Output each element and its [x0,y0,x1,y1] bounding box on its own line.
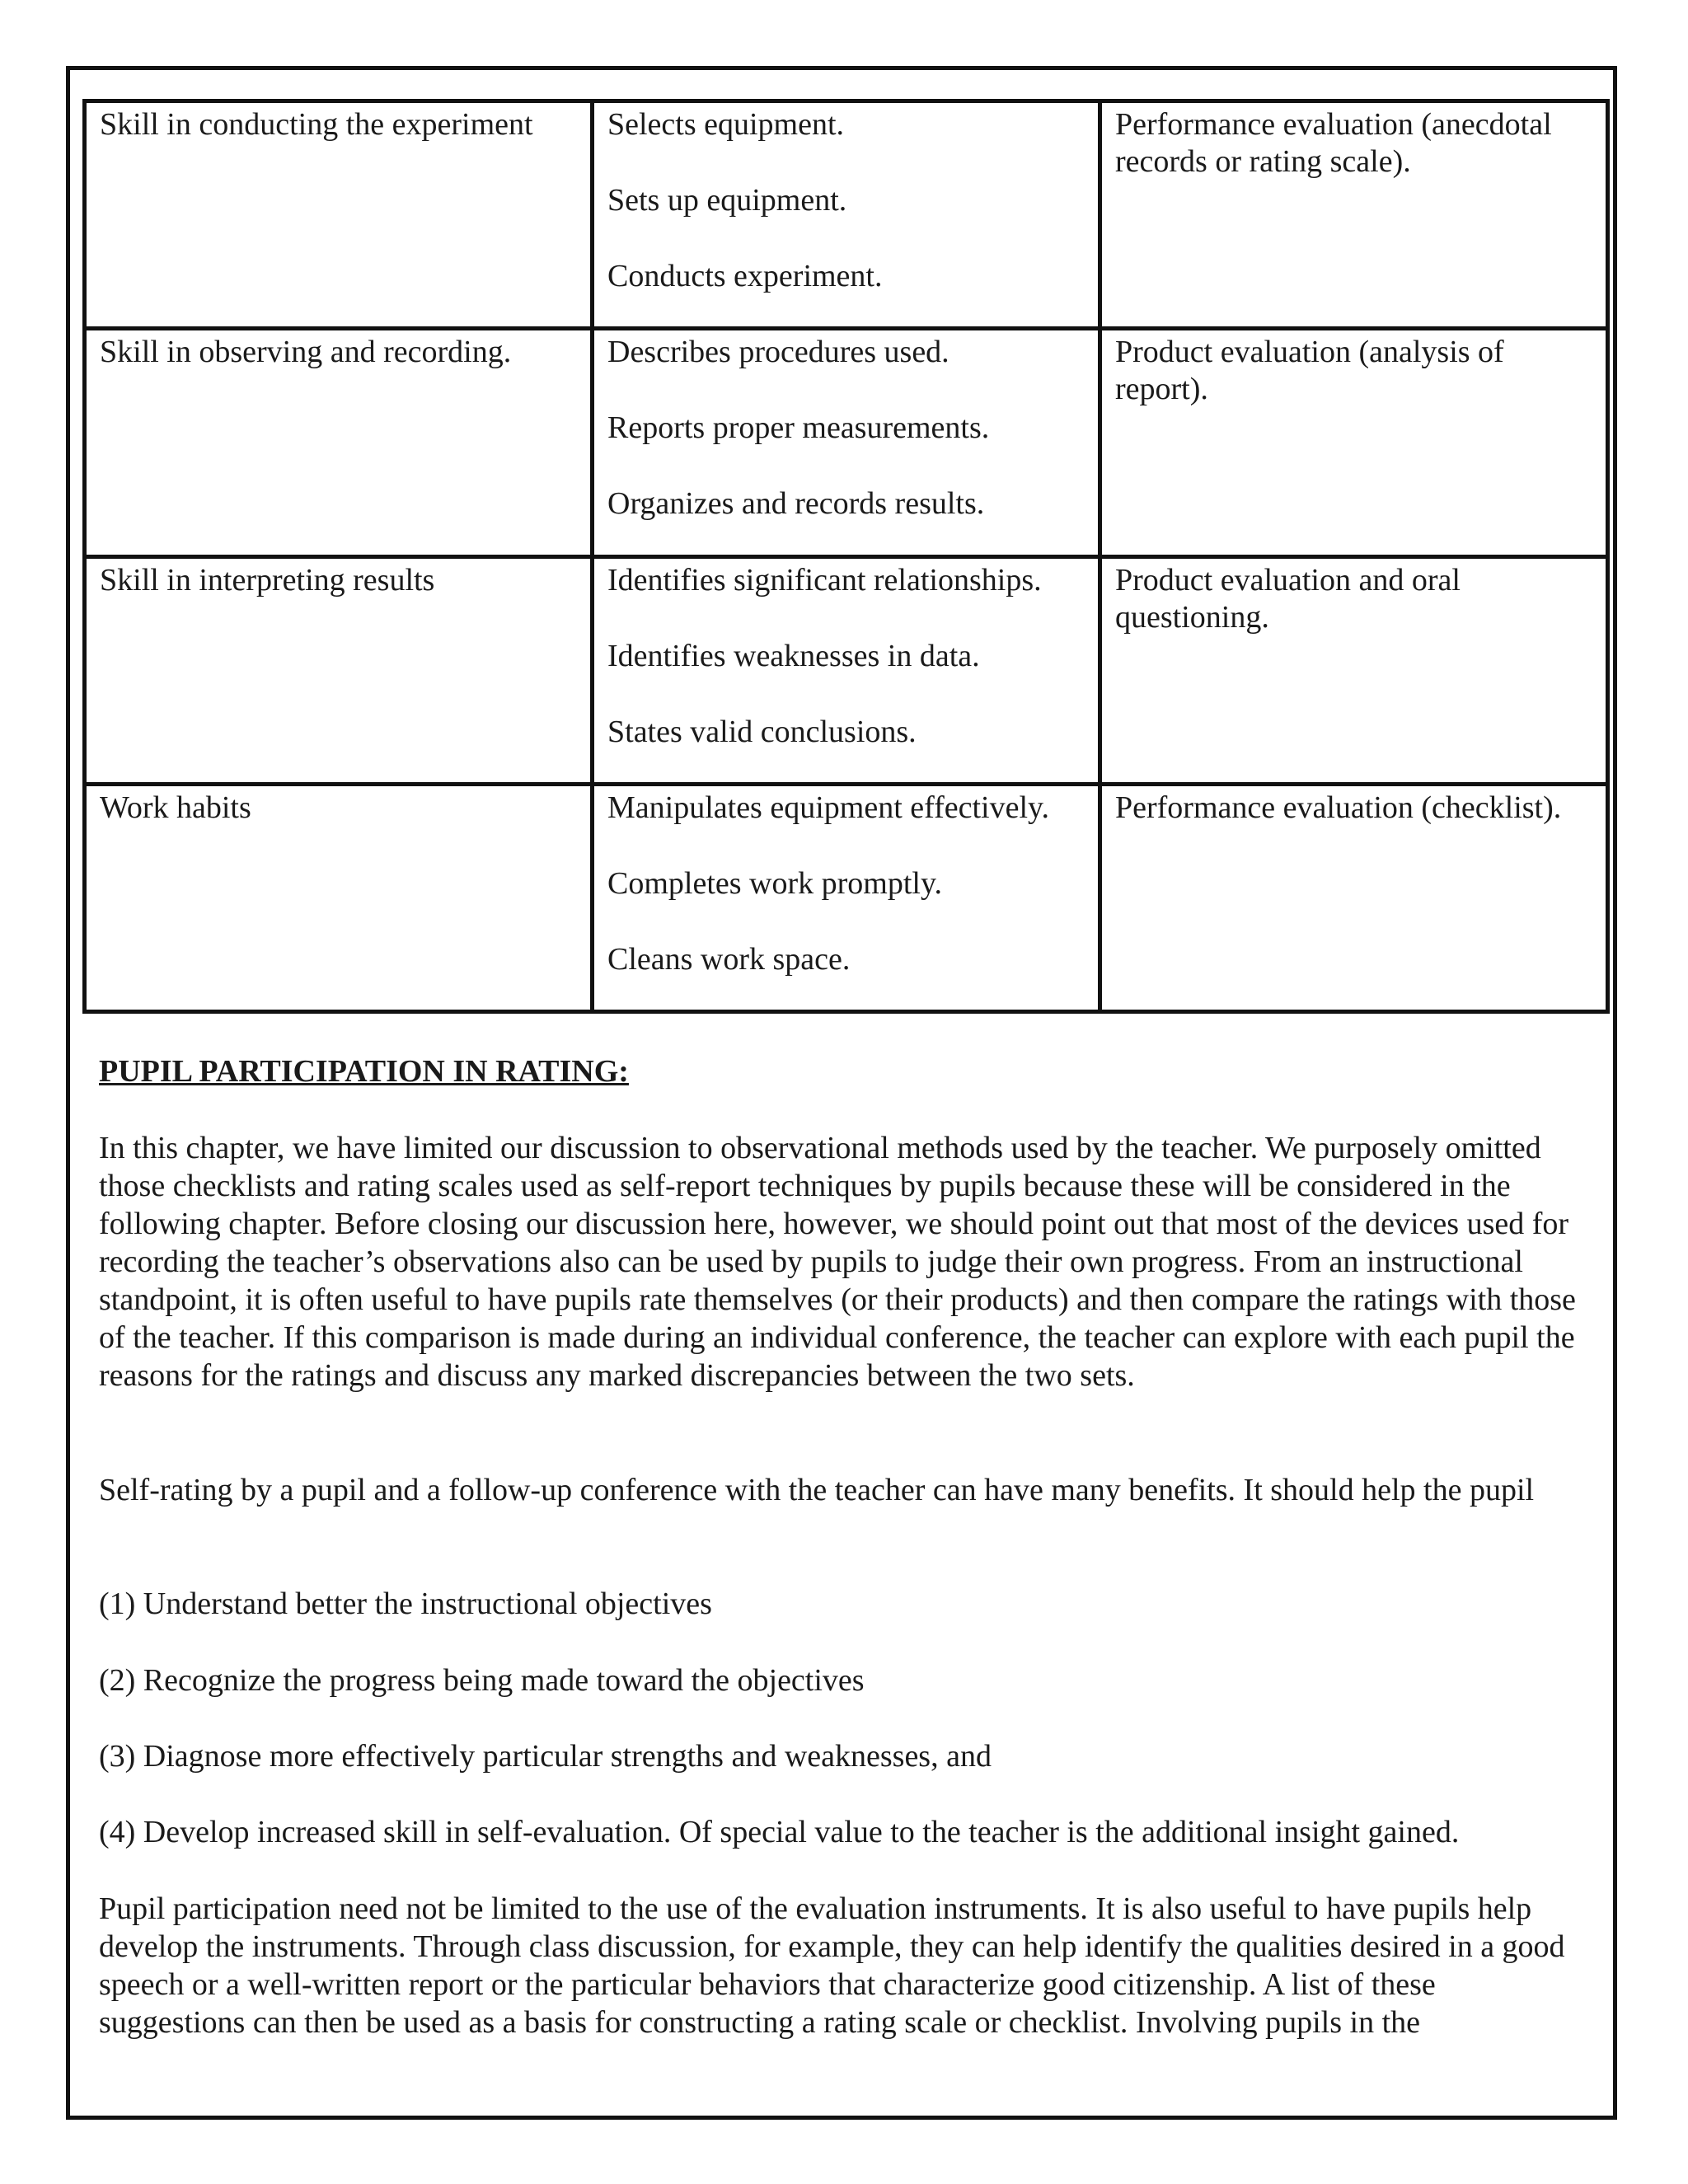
skill-label: Skill in observing and recording. [100,335,512,370]
method-cell [1100,101,1608,329]
list-item: (2) Recognize the progress being made toward the objectives [99,1663,865,1698]
behaviors-cell [593,329,1100,556]
table-row [85,784,1608,1011]
list-item: (4) Develop increased skill in self-evaluation. Of special value to the teacher is the additional insight gained. [99,1815,1460,1849]
method-label: Performance evaluation (anecdotal records or rating scale). [1115,107,1552,179]
skill-label: Work habits [100,790,251,825]
behaviors-cell [593,101,1100,329]
list-item: (1) Understand better the instructional objectives [99,1586,712,1621]
behavior-item: Selects equipment. [607,107,845,142]
method-cell [1100,556,1608,784]
behavior-item: Sets up equipment. [607,183,847,218]
behavior-item: Organizes and records results. [607,486,985,522]
behavior-item: Describes procedures used. [607,335,950,370]
section-heading: PUPIL PARTICIPATION IN RATING: [99,1054,629,1089]
table-row [85,556,1608,784]
behaviors-cell [593,556,1100,784]
method-label: Product evaluation and oral questioning. [1115,562,1461,635]
method-label: Product evaluation (analysis of report). [1115,335,1504,407]
skill-label: Skill in interpreting results [100,562,435,598]
method-cell [1100,784,1608,1011]
behavior-item: Manipulates equipment effectively. [607,790,1050,825]
skill-cell [85,329,593,556]
behavior-item: Cleans work space. [607,941,851,977]
skill-label: Skill in conducting the experiment [100,107,533,142]
paragraph: Pupil participation need not be limited to the use of the evaluation instruments. It is also useful to have pupils help develop the instruments. Through class discussion, for example, they can help identify the qualities desired in a good speech or a well-written report or the particular behaviors that characterize good citizenship. A list of these suggestions can then be used as a basis for constructing a rating scale or checklist. Involving pupils in the [99,1891,1565,2040]
behavior-item: Conducts experiment. [607,259,883,293]
evaluation-table [82,99,1610,1014]
behavior-item: Identifies weaknesses in data. [607,638,980,673]
paragraph: In this chapter, we have limited our discussion to observational methods used by the teacher. We purposely omitted those checklists and rating scales used as self-report techniques by pupils because these will be considered in the following chapter. Before closing our discussion here, however, we should point out that most of the devices used for recording the teacher’s observations also can be used by pupils to judge their own progress. From an instructional standpoint, it is often useful to have pupils rate themselves (or their products) and then compare the ratings with those of the teacher. If this comparison is made during an individual conference, the teacher can explore with each pupil the reasons for the ratings and discuss any marked discrepancies between the two sets. [99,1131,1576,1393]
table-row [85,101,1608,329]
table-row [85,329,1608,556]
skill-cell [85,556,593,784]
behavior-item: Identifies significant relationships. [607,562,1042,598]
behaviors-cell [593,784,1100,1011]
behavior-item: Completes work promptly. [607,865,942,901]
skill-cell [85,784,593,1011]
behavior-item: States valid conclusions. [607,714,917,749]
behavior-item: Reports proper measurements. [607,410,990,446]
method-label: Performance evaluation (checklist). [1115,790,1562,825]
paragraph: Self-rating by a pupil and a follow-up conference with the teacher can have many benefits. It should help the pupil [99,1473,1535,1507]
method-cell [1100,329,1608,556]
skill-cell [85,101,593,329]
list-item: (3) Diagnose more effectively particular strengths and weaknesses, and [99,1739,992,1774]
